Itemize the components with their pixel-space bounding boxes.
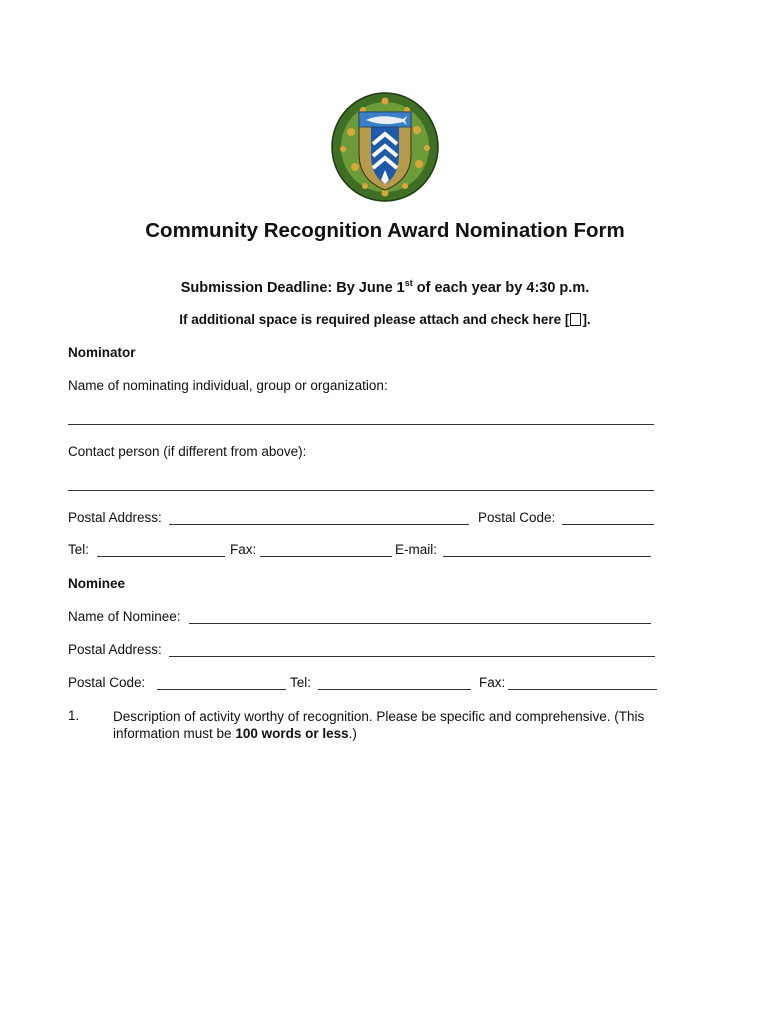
nominator-postal-address-label: Postal Address: (68, 510, 162, 525)
nominator-postal-code-label: Postal Code: (478, 510, 556, 525)
page-title: Community Recognition Award Nomination Form (145, 219, 625, 242)
nominator-email-label: E-mail: (395, 542, 438, 557)
nominator-postal-address-field[interactable] (169, 524, 469, 525)
nominator-postal-code-field[interactable] (562, 524, 654, 525)
nominee-fax-field[interactable] (508, 689, 657, 690)
nominee-postal-code-field[interactable] (157, 689, 286, 690)
nominee-postal-address-label: Postal Address: (68, 642, 162, 657)
nominee-postal-code-label: Postal Code: (68, 675, 146, 690)
nominator-email-field[interactable] (443, 556, 651, 557)
nominator-fax-field[interactable] (260, 556, 392, 557)
nominator-name-field[interactable] (68, 424, 654, 425)
checkbox-icon[interactable] (570, 313, 581, 326)
submission-deadline: Submission Deadline: By June 1st of each year by 4:30 p.m. (180, 278, 590, 296)
nominator-fax-label: Fax: (230, 542, 257, 557)
nominee-heading: Nominee (68, 576, 126, 591)
contact-person-field[interactable] (68, 490, 654, 491)
nominee-postal-address-field[interactable] (169, 656, 655, 657)
nominator-name-label: Name of nominating individual, group or organization: (68, 378, 388, 393)
additional-space-note: If additional space is required please attach and check here [ ]. (179, 312, 591, 327)
nominee-tel-field[interactable] (318, 689, 471, 690)
nominator-tel-label: Tel: (68, 542, 90, 557)
description-instructions: Description of activity worthy of recognition. Please be specific and comprehensive. (This information must be 100 words or less.) (113, 709, 645, 741)
nominee-fax-label: Fax: (479, 675, 506, 690)
nominee-tel-label: Tel: (290, 675, 312, 690)
nominator-heading: Nominator (68, 345, 136, 360)
nominee-name-field[interactable] (189, 623, 651, 624)
nominator-tel-field[interactable] (97, 556, 225, 557)
municipal-crest-icon (331, 92, 439, 202)
question-number: 1. (68, 708, 80, 723)
nominee-name-label: Name of Nominee: (68, 609, 181, 624)
contact-person-label: Contact person (if different from above): (68, 444, 307, 459)
